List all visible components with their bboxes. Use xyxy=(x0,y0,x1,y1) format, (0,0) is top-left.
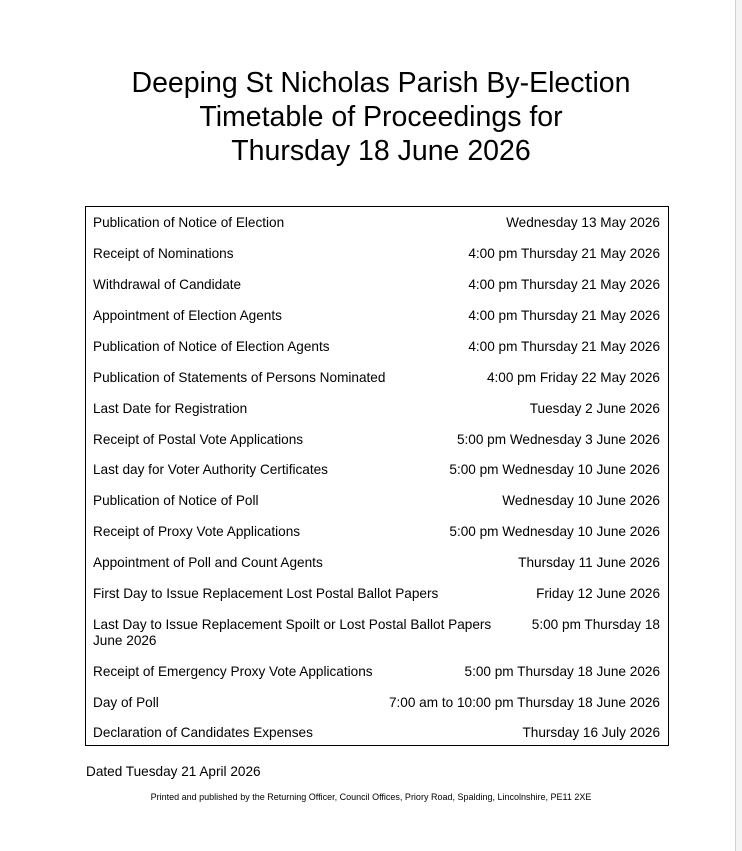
event-label: Declaration of Candidates Expenses xyxy=(93,725,313,740)
event-date: Friday 12 June 2026 xyxy=(536,586,660,601)
event-date: 5:00 pm Wednesday 3 June 2026 xyxy=(456,432,660,447)
event-label: Receipt of Proxy Vote Applications xyxy=(93,524,301,539)
title-line-1: Deeping St Nicholas Parish By-Election xyxy=(131,67,631,99)
event-date: 4:00 pm Thursday 21 May 2026 xyxy=(468,308,660,323)
event-label: Publication of Statements of Persons Nominated xyxy=(93,370,386,385)
event-date: 4:00 pm Friday 22 May 2026 xyxy=(486,370,660,385)
event-label: Publication of Notice of Election xyxy=(93,215,285,230)
title-line-3: Thursday 18 June 2026 xyxy=(231,135,531,167)
event-date: 5:00 pm Thursday 18 xyxy=(531,617,660,632)
event-label: Receipt of Postal Vote Applications xyxy=(93,432,304,447)
event-date: 4:00 pm Thursday 21 May 2026 xyxy=(468,277,660,292)
event-date: Tuesday 2 June 2026 xyxy=(529,401,660,416)
event-label: Last Day to Issue Replacement Spoilt or Lost Postal Ballot Papers xyxy=(93,617,492,632)
event-label: Last day for Voter Authority Certificates xyxy=(93,462,328,477)
imprint-footer: Printed and published by the Returning Officer, Council Offices, Priory Road, Spalding, Lincolnshire, PE11 2XE xyxy=(150,792,592,802)
event-label: Receipt of Nominations xyxy=(93,246,234,261)
event-date: Wednesday 10 June 2026 xyxy=(502,493,660,508)
event-date: Thursday 11 June 2026 xyxy=(518,555,660,570)
title-line-2: Timetable of Proceedings for xyxy=(199,101,563,133)
event-date: Wednesday 13 May 2026 xyxy=(506,215,660,230)
event-date: 7:00 am to 10:00 pm Thursday 18 June 2026 xyxy=(388,695,660,710)
event-date: Thursday 16 July 2026 xyxy=(522,725,660,740)
event-label: Withdrawal of Candidate xyxy=(93,277,242,292)
event-label: First Day to Issue Replacement Lost Postal Ballot Papers xyxy=(93,586,439,601)
event-label: Day of Poll xyxy=(93,695,159,710)
event-label: Publication of Notice of Poll xyxy=(93,493,259,508)
event-label: Appointment of Election Agents xyxy=(93,308,282,323)
event-date: 5:00 pm Wednesday 10 June 2026 xyxy=(449,524,660,539)
event-label: Receipt of Emergency Proxy Vote Applications xyxy=(93,664,373,679)
page-edge xyxy=(735,0,742,851)
event-label: Last Date for Registration xyxy=(93,401,248,416)
timetable-table xyxy=(85,206,669,746)
event-date: 4:00 pm Thursday 21 May 2026 xyxy=(468,246,660,261)
event-label: Appointment of Poll and Count Agents xyxy=(93,555,323,570)
event-date-continued: June 2026 xyxy=(93,633,157,648)
dated-line: Dated Tuesday 21 April 2026 xyxy=(86,764,261,779)
event-label: Publication of Notice of Election Agents xyxy=(93,339,330,354)
document-title xyxy=(60,66,702,168)
event-date: 5:00 pm Thursday 18 June 2026 xyxy=(464,664,660,679)
event-date: 5:00 pm Wednesday 10 June 2026 xyxy=(449,462,660,477)
event-date: 4:00 pm Thursday 21 May 2026 xyxy=(468,339,660,354)
